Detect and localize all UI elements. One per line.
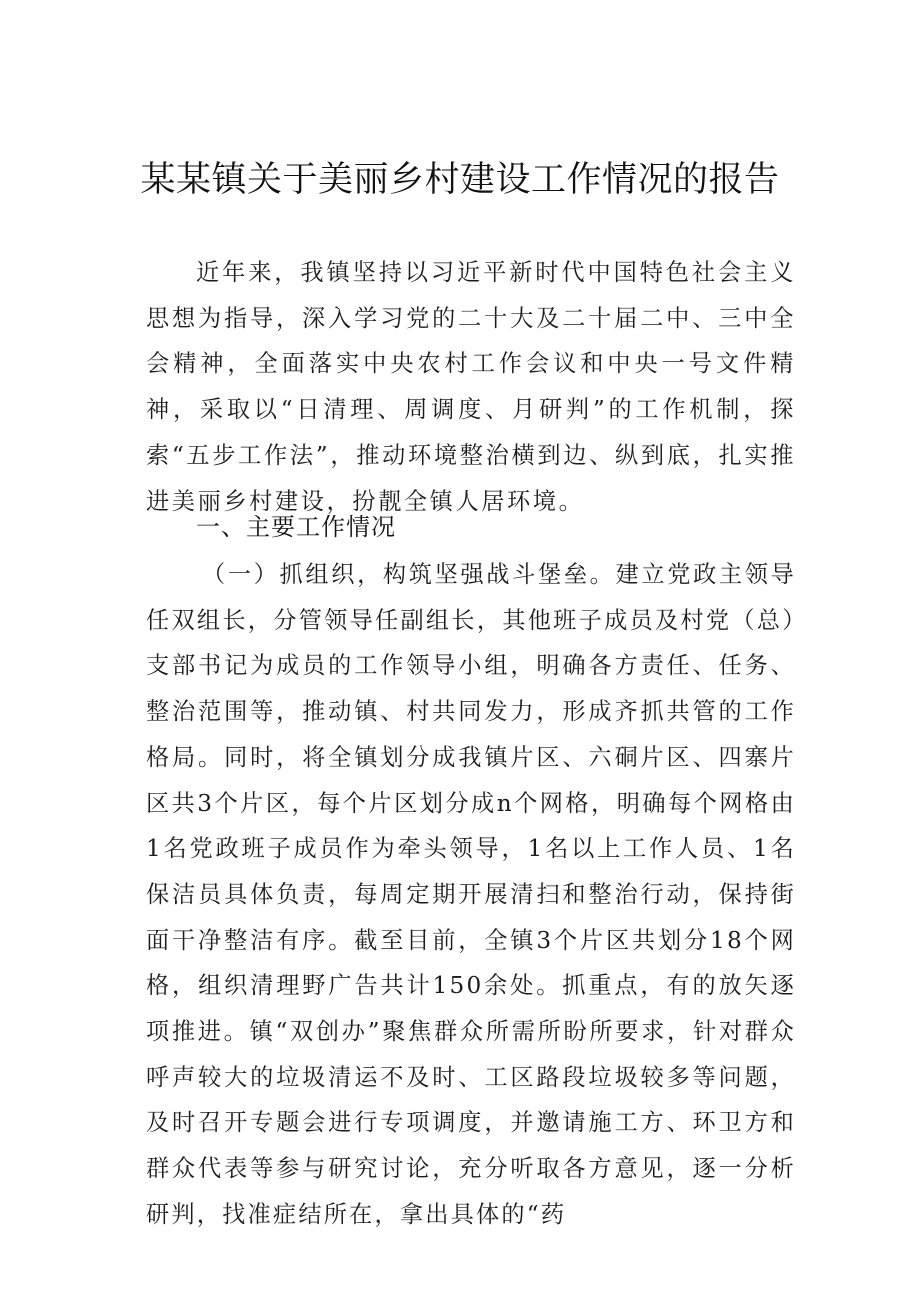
section-paragraph: （一）抓组织，构筑坚强战斗堡垒。建立党政主领导任双组长，分管领导任副组长，其他班子成员及村党（总）支部书记为成员的工作领导小组，明确各方责任、任务、整治范围等，推动镇、村共同发力，形成齐抓共管的工作格局。同时，将全镇划分成我镇片区、六硐片区、四寨片区共3个片区，每个片区划分成n个网格，明确每个网格由1名党政班子成员作为牵头领导，1名以上工作人员、1名保洁员具体负责，每周定期开展清扫和整治行动，保持街面干净整洁有序。截至目前，全镇3个片区共划分18个网格，组织清理野广告共计150余处。抓重点，有的放矢逐项推进。镇“双创办”聚焦群众所需所盼所要求，针对群众呼声较大的垃圾清运不及时、工区路段垃圾较多等问题，及时召开专题会进行专项调度，并邀请施工方、环卫方和群众代表等参与研究讨论，充分听取各方意见，逐一分析研判，找准症结所在，拿出具体的“药: [146, 561, 796, 1228]
section-heading: 一、主要工作情况: [196, 513, 396, 541]
document-title: 某某镇关于美丽乡村建设工作情况的报告: [140, 160, 780, 200]
intro-paragraph: 近年来，我镇坚持以习近平新时代中国特色社会主义思想为指导，深入学习党的二十大及二十届二中、三中全会精神，全面落实中央农村工作会议和中央一号文件精神，采取以“日清理、周调度、月研判”的工作机制，探索“五步工作法”，推动环境整治横到边、纵到底，扎实推进美丽乡村建设，扮靓全镇人居环境。: [146, 259, 796, 515]
